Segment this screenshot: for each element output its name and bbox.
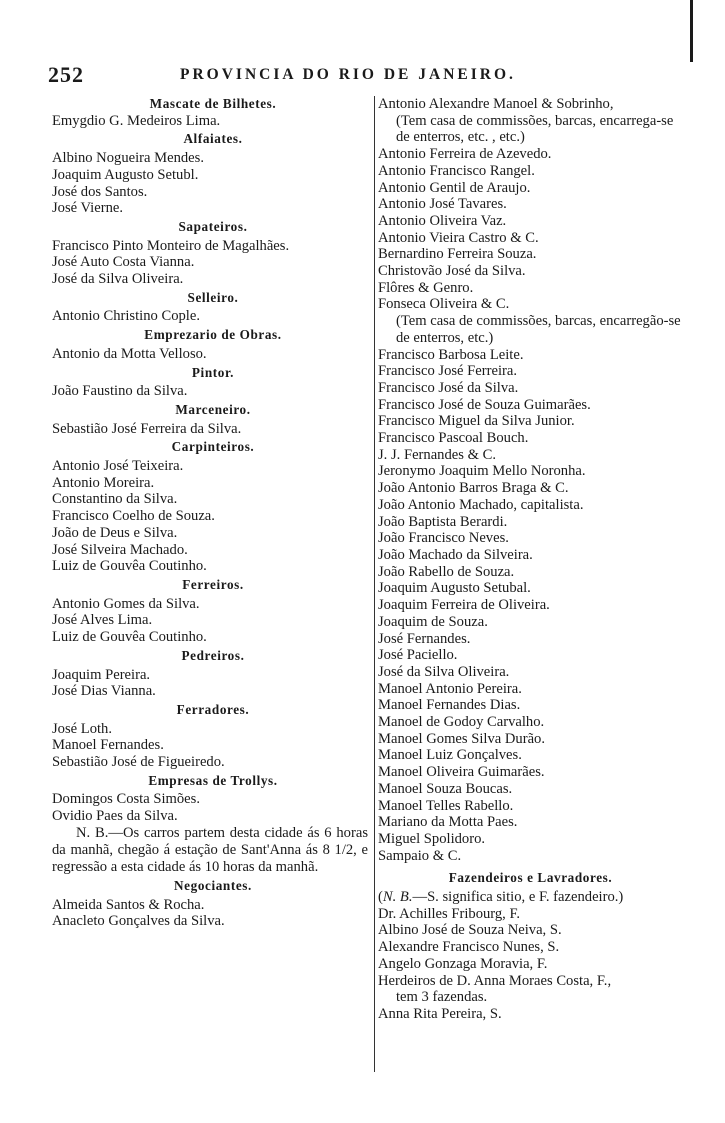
list-item: Francisco Pinto Monteiro de Magalhães.: [52, 237, 290, 254]
section-heading-carpinteiros: Carpinteiros.: [171, 439, 255, 455]
list-item: José da Silva Oliveira.: [378, 663, 510, 680]
column-divider: [374, 96, 375, 1072]
list-item: Manoel de Godoy Carvalho.: [378, 714, 545, 731]
list-item: Francisco Coelho de Souza.: [52, 508, 215, 525]
left-column: [52, 96, 374, 930]
section-heading-marceneiro: Marceneiro.: [175, 401, 251, 417]
list-item: João Faustino da Silva.: [52, 383, 188, 400]
list-item: Manoel Fernandes.: [52, 737, 164, 754]
list-item: Luiz de Gouvêa Coutinho.: [52, 558, 207, 575]
list-item: José Auto Costa Vianna.: [52, 254, 195, 271]
note-nb: N. B.: [382, 889, 413, 906]
note-text: —S. significa sitio, e F. fazendeiro.): [412, 889, 624, 906]
list-item: Flôres & Genro.: [378, 279, 474, 296]
list-item: Antonio Ferreira de Azevedo.: [378, 146, 552, 163]
list-item: José Vierne.: [52, 200, 123, 217]
list-item: Anacleto Gonçalves da Silva.: [52, 913, 225, 930]
list-item: João de Deus e Silva.: [52, 524, 178, 541]
list-item: Constantino da Silva.: [52, 491, 178, 508]
list-item: Herdeiros de D. Anna Moraes Costa, F.,: [378, 972, 612, 989]
list-item: Albino Nogueira Mendes.: [52, 150, 204, 167]
section-heading-fazendeiros: Fazendeiros e Lavradores.: [448, 870, 613, 886]
list-item: José dos Santos.: [52, 183, 148, 200]
list-item: Joaquim Ferreira de Oliveira.: [378, 597, 550, 614]
list-item: Antonio Oliveira Vaz.: [378, 212, 507, 229]
page-number: 252: [48, 62, 84, 87]
list-item: Antonio Gentil de Araujo.: [378, 179, 531, 196]
list-item: Antonio Francisco Rangel.: [378, 162, 535, 179]
list-item: Manoel Telles Rabello.: [378, 797, 514, 814]
list-item: João Baptista Berardi.: [378, 513, 508, 530]
list-item: Antonio da Motta Velloso.: [52, 345, 207, 362]
list-item: Antonio Alexandre Manoel & Sobrinho,: [378, 96, 614, 112]
list-item: Francisco José Ferreira.: [378, 363, 517, 380]
list-item: José Fernandes.: [378, 630, 471, 647]
section-heading-negociantes: Negociantes.: [174, 877, 252, 893]
list-item: Manoel Fernandes Dias.: [378, 697, 521, 714]
list-item: Bernardino Ferreira Souza.: [378, 246, 537, 263]
section-heading-emprezario: Emprezario de Obras.: [144, 327, 282, 343]
list-item: Sebastião José Ferreira da Silva.: [52, 420, 242, 437]
section-heading-mascate: Mascate de Bilhetes.: [149, 96, 277, 111]
list-item: João Machado da Silveira.: [378, 546, 533, 563]
list-item: João Francisco Neves.: [378, 530, 509, 547]
list-item: José Dias Vianna.: [52, 683, 156, 700]
list-item: Sampaio & C.: [378, 847, 462, 864]
list-item: Antonio José Teixeira.: [52, 458, 184, 475]
list-item: Antonio Vieira Castro & C.: [378, 229, 539, 246]
trollys-note: N. B.—Os carros partem desta cidade ás 6 horas da manhã, chegão á estação de Sant'Anna ás 8 1/2, e regressão a esta cidade ás 10 horas da manhã.: [52, 824, 368, 875]
list-item: Anna Rita Pereira, S.: [378, 1005, 502, 1022]
list-item: Francisco José de Souza Guimarães.: [378, 396, 591, 413]
page-header: [48, 62, 688, 88]
list-item: Antonio Moreira.: [52, 474, 155, 491]
list-item: Fonseca Oliveira & C.: [378, 296, 510, 313]
list-item: Manoel Souza Boucas.: [378, 780, 513, 797]
list-item: Dr. Achilles Fribourg, F.: [378, 905, 521, 922]
list-item: J. J. Fernandes & C.: [378, 446, 496, 463]
list-item-continuation: tem 3 fazendas.: [396, 989, 488, 1006]
list-item: João Antonio Machado, capitalista.: [378, 496, 584, 513]
list-item: José Silveira Machado.: [52, 541, 188, 558]
list-item: Emygdio G. Medeiros Lima.: [52, 112, 221, 129]
list-item: Almeida Santos & Rocha.: [52, 896, 205, 913]
section-heading-sapateiros: Sapateiros.: [178, 218, 248, 234]
list-item: Francisco Barbosa Leite.: [378, 346, 524, 363]
section-heading-pedreiros: Pedreiros.: [181, 647, 245, 663]
list-item: Alexandre Francisco Nunes, S.: [378, 939, 560, 956]
list-item: Francisco Miguel da Silva Junior.: [378, 413, 575, 430]
list-item: Luiz de Gouvêa Coutinho.: [52, 629, 207, 646]
list-item: Antonio Christino Cople.: [52, 308, 200, 325]
list-item: Miguel Spolidoro.: [378, 830, 486, 847]
list-item: Sebastião José de Figueiredo.: [52, 754, 225, 771]
list-item: Joaquim Augusto Setubal.: [378, 580, 531, 597]
list-item: Christovão José da Silva.: [378, 263, 526, 280]
list-item: Manoel Luiz Gonçalves.: [378, 747, 522, 764]
fazendeiros-note: (N. B.—S. significa sitio, e F. fazendeiro.): [378, 889, 624, 906]
section-heading-selleiro: Selleiro.: [187, 289, 239, 305]
list-item: João Antonio Barros Braga & C.: [378, 480, 569, 497]
list-item: Mariano da Motta Paes.: [378, 814, 518, 831]
list-item: Angelo Gonzaga Moravia, F.: [378, 955, 548, 972]
list-item: Domingos Costa Simões.: [52, 791, 200, 808]
section-heading-ferradores: Ferradores.: [176, 701, 250, 717]
list-item: José Alves Lima.: [52, 612, 153, 629]
section-heading-pintor: Pintor.: [191, 364, 235, 380]
list-item: Joaquim Augusto Setubl.: [52, 166, 199, 183]
list-item: José Loth.: [52, 720, 112, 737]
list-item: Manoel Antonio Pereira.: [378, 680, 522, 697]
list-item: Francisco José da Silva.: [378, 379, 519, 396]
list-item: Joaquim Pereira.: [52, 666, 151, 683]
section-heading-alfaiates: Alfaiates.: [183, 131, 243, 147]
commission-note: (Tem casa de commissões, barcas, encarrega-se de enterros, etc. , etc.): [396, 112, 674, 146]
list-item: Manoel Gomes Silva Durão.: [378, 730, 545, 747]
list-item: Francisco Pascoal Bouch.: [378, 430, 529, 447]
list-item: João Rabello de Souza.: [378, 563, 515, 580]
list-item: Jeronymo Joaquim Mello Noronha.: [378, 463, 586, 480]
list-item: Ovidio Paes da Silva.: [52, 808, 178, 825]
list-item: Manoel Oliveira Guimarães.: [378, 764, 545, 781]
list-item: Joaquim de Souza.: [378, 613, 488, 630]
running-title: PROVINCIA DO RIO DE JANEIRO.: [180, 66, 516, 83]
right-column: [378, 96, 683, 1023]
list-item: José da Silva Oliveira.: [52, 271, 184, 288]
section-heading-ferreiros: Ferreiros.: [182, 576, 244, 592]
page-edge-mark: [690, 0, 693, 62]
list-item: José Paciello.: [378, 647, 458, 664]
section-heading-trollys: Empresas de Trollys.: [148, 772, 278, 788]
commission-note: (Tem casa de commissões, barcas, encarregão-se de enterros, etc.): [396, 313, 681, 346]
list-item: Antonio Gomes da Silva.: [52, 595, 200, 612]
list-item: Antonio José Tavares.: [378, 196, 507, 213]
list-item: Albino José de Souza Neiva, S.: [378, 922, 562, 939]
